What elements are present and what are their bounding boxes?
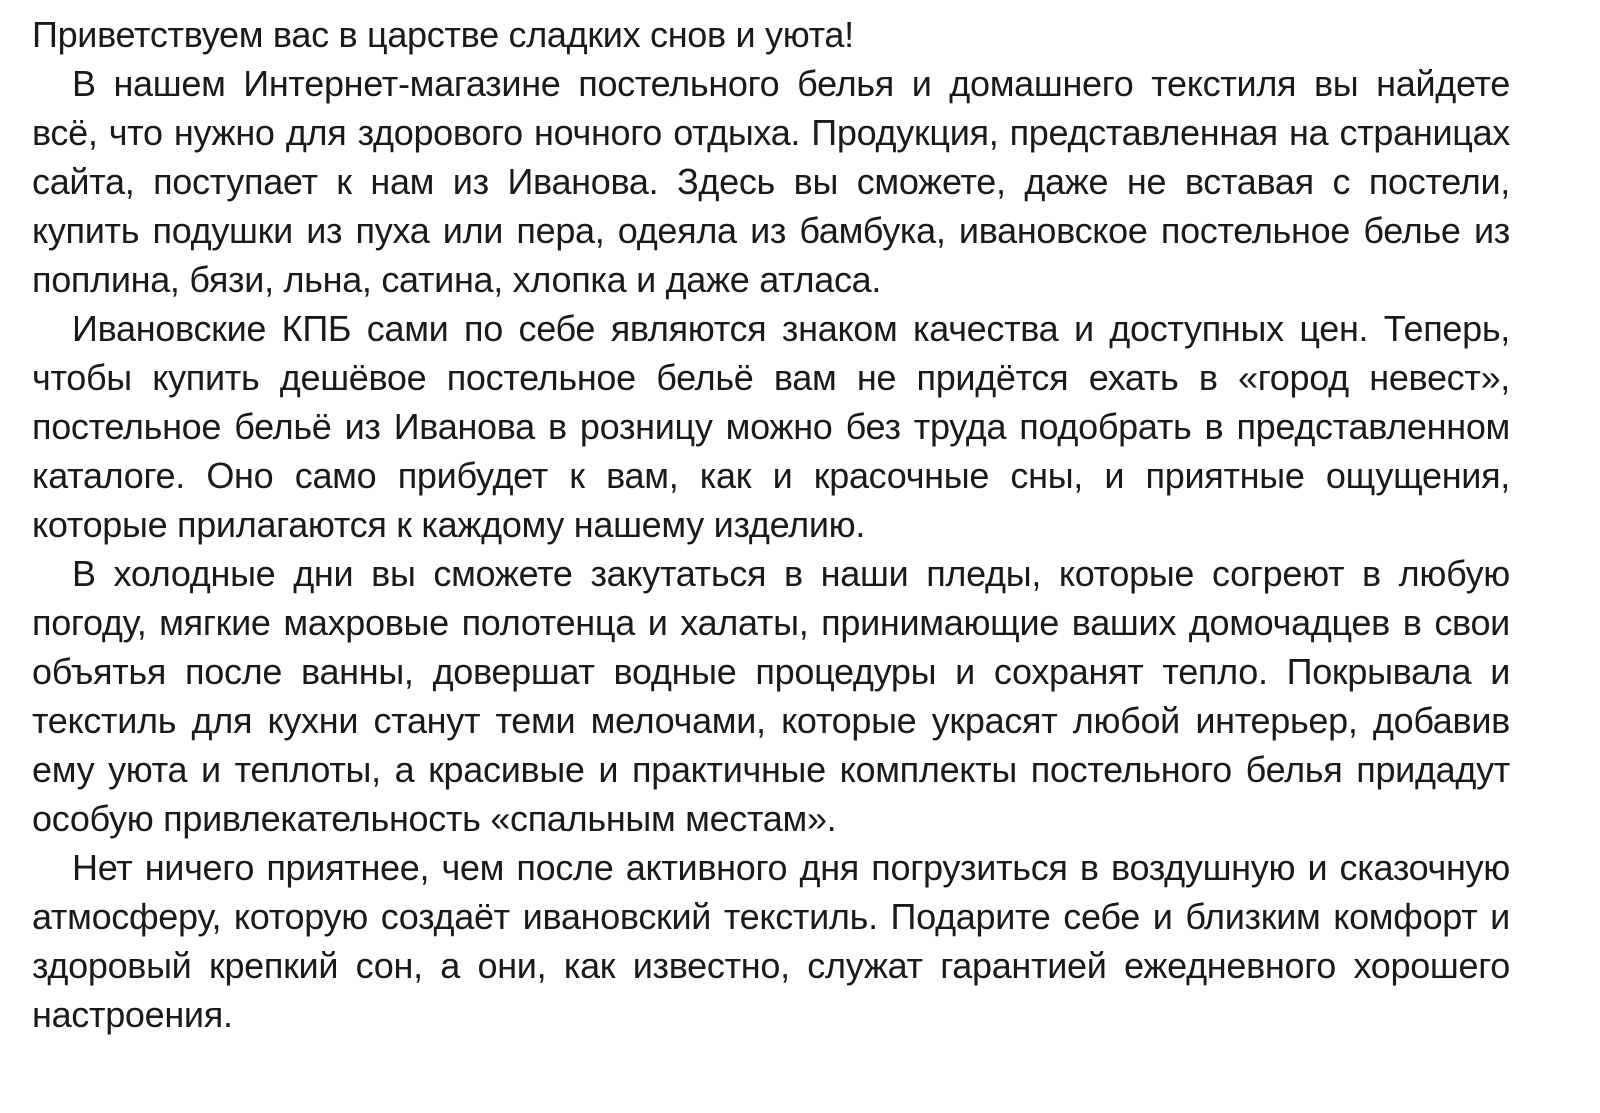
paragraph-ivanovo-quality: Ивановские КПБ сами по себе являются знаком качества и доступных цен. Теперь, чтобы купить дешёвое постельное бельё вам не придётся ехать в «город невест», постельное бельё из Иванова в розницу можно без труда подобрать в представленном каталоге. Оно само прибудет к вам, как и красочные сны, и приятные ощущения, которые прилагаются к каждому нашему изделию. [32, 308, 1510, 545]
document-body [32, 10, 1510, 1039]
paragraph-comfort: Нет ничего приятнее, чем после активного дня погрузиться в воздушную и сказочную атмосферу, которую создаёт ивановский текстиль. Подарите себе и близким комфорт и здоровый крепкий сон, а они, как известно, служат гарантией ежедневного хорошего настроения. [32, 847, 1510, 1035]
paragraph-cold-days: В холодные дни вы сможете закутаться в наши пледы, которые согреют в любую погоду, мягкие махровые полотенца и халаты, принимающие ваших домочадцев в свои объятья после ванны, довершат водные процедуры и сохранят тепло. Покрывала и текстиль для кухни станут теми мелочами, которые украсят любой интерьер, добавив ему уюта и теплоты, а красивые и практичные комплекты постельного белья придадут особую привлекательность «спальным местам». [32, 553, 1510, 839]
greeting-line: Приветствуем вас в царстве сладких снов и уюта! [32, 14, 854, 55]
paragraph-shop-intro: В нашем Интернет-магазине постельного белья и домашнего текстиля вы найдете всё, что нужно для здорового ночного отдыха. Продукция, представленная на страницах сайта, поступает к нам из Иванова. Здесь вы сможете, даже не вставая с постели, купить подушки из пуха или пера, одеяла из бамбука, ивановское постельное белье из поплина, бязи, льна, сатина, хлопка и даже атласа. [32, 63, 1510, 300]
